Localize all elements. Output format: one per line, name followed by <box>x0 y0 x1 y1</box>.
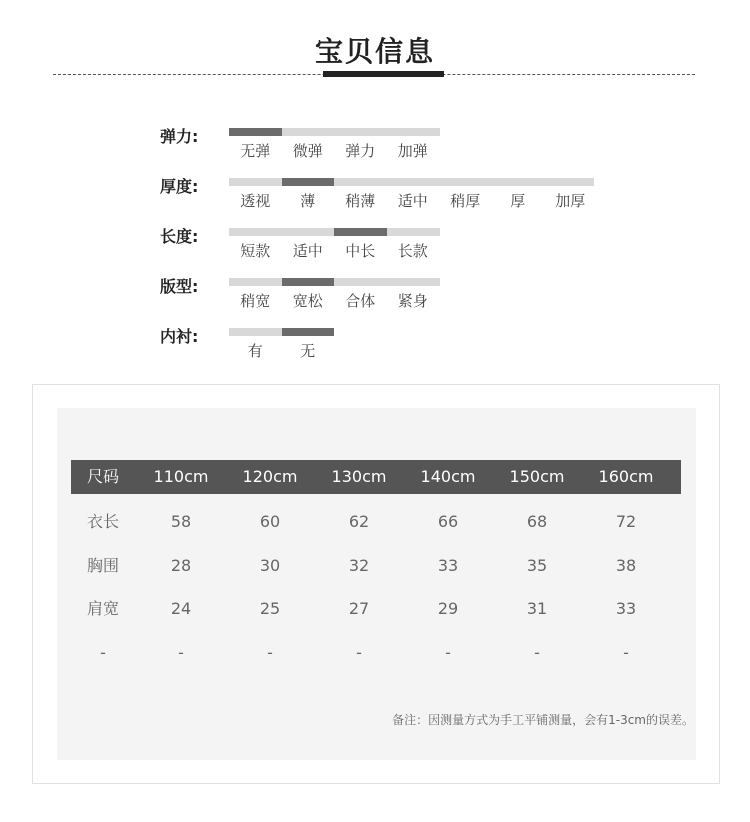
table-cell: 60 <box>259 512 281 531</box>
table-cell: 62 <box>348 512 370 531</box>
table-cell: 24 <box>170 599 192 618</box>
table-cell: 衣长 <box>86 512 119 531</box>
attr-row-lining <box>0 324 750 364</box>
attr-option: 稍宽 <box>240 292 271 310</box>
attr-label: 内衬: <box>160 327 199 346</box>
header-cell: 120cm <box>242 467 298 486</box>
attr-option: 加弹 <box>397 142 428 160</box>
attr-fill <box>282 278 335 286</box>
attr-option: 紧身 <box>397 292 428 310</box>
attr-fill <box>282 328 335 336</box>
header-cell: 110cm <box>153 467 209 486</box>
table-cell: - <box>445 643 451 662</box>
attr-track <box>229 278 440 286</box>
table-cell: 58 <box>170 512 192 531</box>
attr-option: 无 <box>300 342 316 360</box>
attr-option: 微弹 <box>292 142 323 160</box>
table-cell: 29 <box>437 599 459 618</box>
table-cell: 28 <box>170 556 192 575</box>
attr-label: 厚度: <box>160 177 199 196</box>
table-cell: 25 <box>259 599 281 618</box>
attr-option: 加厚 <box>555 192 586 210</box>
attr-label: 长度: <box>160 227 199 246</box>
table-row <box>71 594 681 624</box>
attr-option: 中长 <box>345 242 376 260</box>
attr-row-thickness <box>0 174 750 214</box>
table-cell: 35 <box>526 556 548 575</box>
attr-option: 稍厚 <box>450 192 481 210</box>
attr-fill <box>282 178 335 186</box>
table-row <box>71 551 681 581</box>
table-cell: - <box>100 643 106 662</box>
attr-label: 版型: <box>160 277 199 296</box>
attr-option: 合体 <box>345 292 376 310</box>
table-cell: 31 <box>526 599 548 618</box>
attr-option: 薄 <box>300 192 316 210</box>
table-cell: 38 <box>615 556 637 575</box>
attr-option: 宽松 <box>292 292 323 310</box>
table-cell: 胸围 <box>86 556 119 575</box>
attr-option: 稍薄 <box>345 192 376 210</box>
table-cell: 30 <box>259 556 281 575</box>
table-cell: 32 <box>348 556 370 575</box>
size-table-background <box>57 408 696 760</box>
table-cell: - <box>356 643 362 662</box>
size-table-panel <box>32 384 720 784</box>
section-header <box>0 0 750 80</box>
table-cell: 72 <box>615 512 637 531</box>
table-cell: - <box>267 643 273 662</box>
page-title: 宝贝信息 <box>314 35 435 68</box>
attr-option: 短款 <box>240 242 271 260</box>
attr-label: 弹力: <box>160 127 199 146</box>
header-cell: 160cm <box>598 467 654 486</box>
table-cell: - <box>534 643 540 662</box>
attr-option: 透视 <box>240 192 271 210</box>
attr-option: 厚 <box>510 192 526 210</box>
table-cell: 27 <box>348 599 370 618</box>
title-underline <box>323 71 444 77</box>
table-cell: 33 <box>437 556 459 575</box>
attr-fill <box>334 228 387 236</box>
attr-option: 长款 <box>397 242 428 260</box>
attr-row-fit <box>0 274 750 314</box>
table-cell: 33 <box>615 599 637 618</box>
attr-row-length <box>0 224 750 264</box>
table-cell: 68 <box>526 512 548 531</box>
attr-option: 适中 <box>397 192 428 210</box>
measurement-note: 备注：因测量方式为手工平铺测量，会有1-3cm的误差。 <box>392 713 694 727</box>
table-cell: - <box>178 643 184 662</box>
header-cell: 140cm <box>420 467 476 486</box>
attr-option: 适中 <box>292 242 323 260</box>
header-cell: 130cm <box>331 467 387 486</box>
table-row <box>71 507 681 537</box>
table-cell: 肩宽 <box>86 599 119 618</box>
attr-option: 有 <box>247 342 263 360</box>
header-cell: 尺码 <box>86 467 119 486</box>
attr-fill <box>229 128 282 136</box>
table-row <box>71 638 681 668</box>
attr-option: 弹力 <box>345 142 376 160</box>
table-cell: 66 <box>437 512 459 531</box>
size-table-header <box>71 460 681 494</box>
attr-option: 无弹 <box>240 142 271 160</box>
attr-row-elasticity <box>0 124 750 164</box>
table-cell: - <box>623 643 629 662</box>
header-cell: 150cm <box>509 467 565 486</box>
